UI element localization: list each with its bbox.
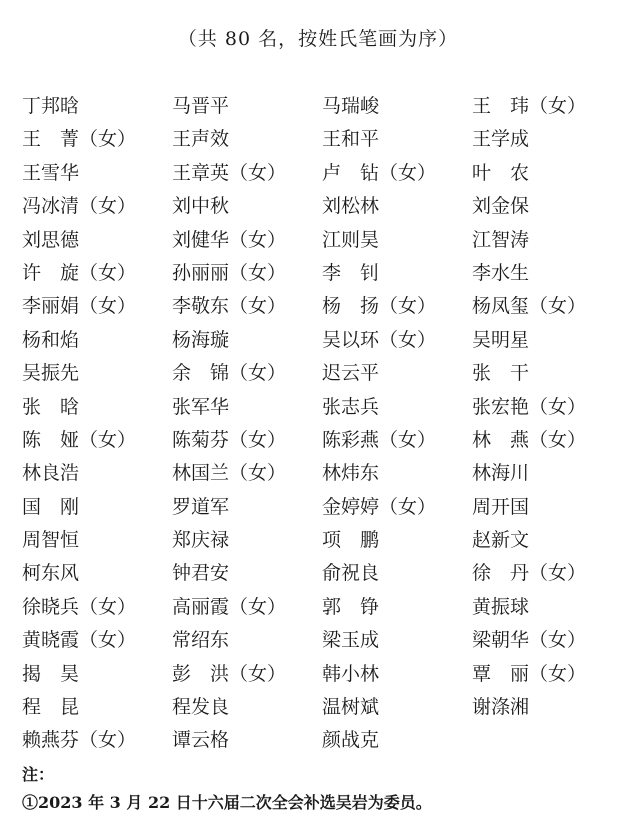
member-name: 马晋平	[172, 95, 230, 117]
note-label: 注：	[22, 765, 55, 784]
member-name: 陈 娅（女）	[22, 428, 137, 451]
member-name: 林炜东	[322, 462, 380, 485]
member-name: 梁玉成	[322, 629, 380, 652]
name-row	[22, 257, 622, 290]
member-name: 江智涛	[472, 228, 530, 251]
member-name: 林国兰（女）	[172, 462, 287, 485]
name-row	[22, 157, 622, 190]
member-name: 颜战克	[322, 729, 380, 752]
name-row	[22, 290, 622, 323]
name-row	[22, 524, 622, 557]
page-subtitle: （共 80 名，按姓氏笔画为序）	[177, 28, 459, 50]
member-name: 程 昆	[22, 696, 80, 719]
name-row	[22, 557, 622, 590]
member-name: 王和平	[322, 128, 380, 151]
member-name: 揭 昊	[22, 662, 80, 685]
member-name: 刘松林	[322, 195, 380, 218]
member-name: 丁邦晗	[22, 95, 80, 117]
member-name: 刘金保	[472, 195, 530, 218]
member-name: 李水生	[472, 261, 530, 284]
member-name: 陈彩燕（女）	[322, 428, 437, 451]
member-name: 许 旋（女）	[22, 261, 137, 284]
member-name: 徐 丹（女）	[472, 562, 587, 585]
member-name: 郭 铮	[322, 595, 380, 618]
member-name: 林良浩	[22, 462, 80, 485]
member-name: 吴以环（女）	[322, 328, 437, 351]
name-row	[22, 123, 622, 156]
member-name: 柯东风	[22, 562, 80, 585]
member-name: 周开国	[472, 495, 530, 518]
name-row	[22, 724, 622, 757]
member-name: 覃 丽（女）	[472, 662, 587, 685]
member-name: 刘中秋	[172, 195, 230, 218]
name-row	[22, 90, 622, 123]
member-name: 彭 洪（女）	[172, 662, 287, 685]
name-row	[22, 491, 622, 524]
member-name: 王学成	[472, 128, 530, 151]
member-name: 常绍东	[172, 629, 230, 652]
name-row	[22, 324, 622, 357]
member-name: 张志兵	[322, 395, 380, 418]
member-name: 卢 钻（女）	[322, 161, 437, 184]
member-name: 谢涤湘	[472, 696, 530, 719]
member-name: 赖燕芬（女）	[22, 729, 137, 752]
name-row	[22, 658, 622, 691]
member-name: 刘思德	[22, 228, 80, 251]
member-name: 王雪华	[22, 161, 80, 184]
member-name: 王声效	[172, 128, 230, 151]
member-name: 李 钊	[322, 261, 380, 284]
member-name: 李丽娟（女）	[22, 295, 137, 318]
name-row	[22, 224, 622, 257]
member-name: 吴振先	[22, 362, 80, 385]
member-name: 徐晓兵（女）	[22, 595, 137, 618]
member-name: 杨和焰	[22, 328, 80, 351]
member-name: 钟君安	[172, 562, 230, 585]
member-name: 国 刚	[22, 495, 80, 518]
member-name: 郑庆禄	[172, 529, 230, 552]
note-text: ①2023 年 3 月 22 日十六届二次全会补选吴岩为委员。	[22, 793, 432, 812]
member-name: 赵新文	[472, 529, 530, 552]
member-name: 余 锦（女）	[172, 362, 287, 385]
member-name: 张宏艳（女）	[472, 395, 587, 418]
member-name: 梁朝华（女）	[472, 629, 587, 652]
member-name: 韩小林	[322, 662, 380, 685]
name-row	[22, 624, 622, 657]
member-name: 黄晓霞（女）	[22, 629, 137, 652]
member-name: 叶 农	[472, 161, 530, 184]
member-name: 马瑞峻	[322, 95, 380, 117]
member-name: 陈菊芬（女）	[172, 428, 287, 451]
member-name: 金婷婷（女）	[322, 495, 437, 518]
member-name: 冯冰清（女）	[22, 195, 137, 218]
member-name: 杨 扬（女）	[322, 295, 437, 318]
name-row	[22, 424, 622, 457]
member-name: 张军华	[172, 395, 230, 418]
name-row	[22, 190, 622, 223]
member-name: 谭云格	[172, 729, 230, 752]
member-name: 迟云平	[322, 362, 380, 385]
member-name: 高丽霞（女）	[172, 595, 287, 618]
member-name: 杨海璇	[172, 328, 230, 351]
member-name: 刘健华（女）	[172, 228, 287, 251]
name-row	[22, 691, 622, 724]
member-name: 李敬东（女）	[172, 295, 287, 318]
member-name: 温树斌	[322, 696, 380, 719]
member-name: 林海川	[472, 462, 530, 485]
member-name: 林 燕（女）	[472, 428, 587, 451]
member-name: 张 干	[472, 362, 530, 385]
member-name: 王 菁（女）	[22, 128, 137, 151]
member-name: 罗道军	[172, 495, 230, 518]
member-name: 吴明星	[472, 328, 530, 351]
member-name: 杨凤玺（女）	[472, 295, 587, 318]
member-name: 王章英（女）	[172, 161, 287, 184]
member-name: 张 晗	[22, 395, 80, 418]
member-name: 孙丽丽（女）	[172, 261, 287, 284]
member-name: 俞祝良	[322, 562, 380, 585]
member-name: 项 鹏	[322, 529, 380, 552]
name-row	[22, 357, 622, 390]
member-name: 黄振球	[472, 595, 530, 618]
member-name: 周智恒	[22, 529, 80, 552]
member-name-grid	[22, 90, 622, 758]
member-name: 江则昊	[322, 228, 380, 251]
name-row	[22, 457, 622, 490]
name-row	[22, 591, 622, 624]
name-row	[22, 391, 622, 424]
member-name: 程发良	[172, 696, 230, 719]
member-name: 王 玮（女）	[472, 95, 587, 117]
